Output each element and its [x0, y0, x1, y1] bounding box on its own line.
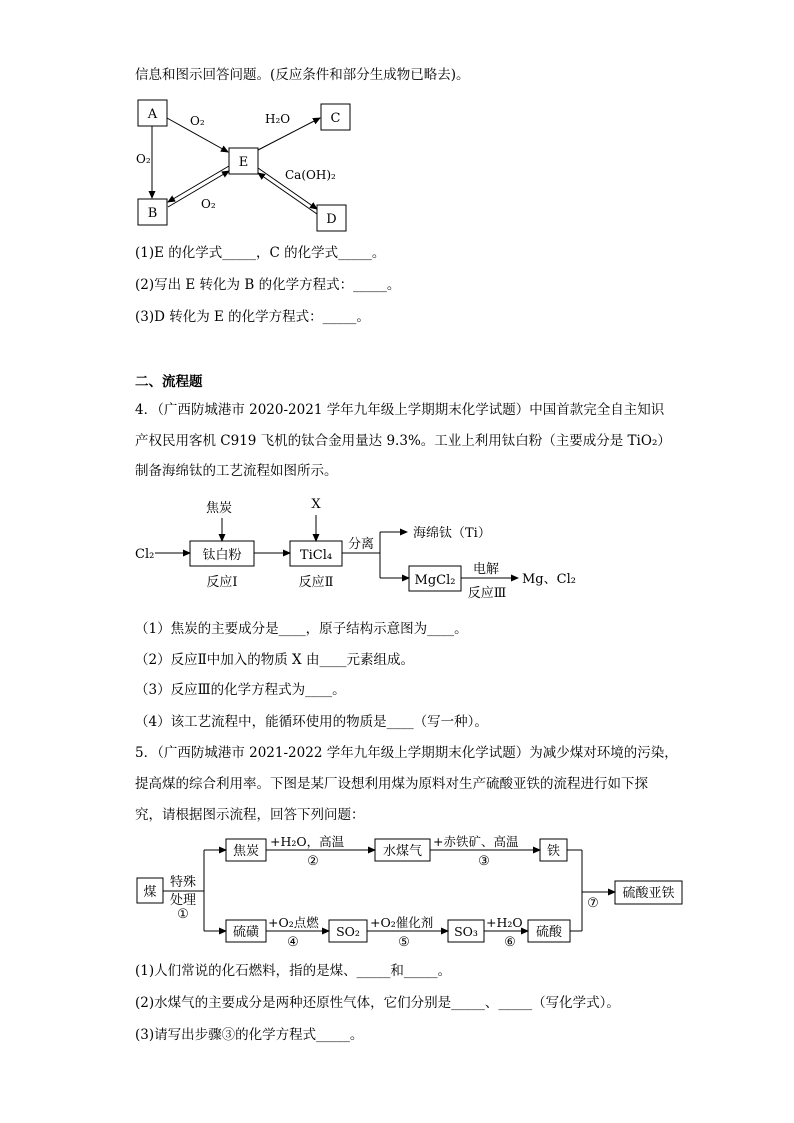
q5-special2: 处理: [169, 893, 197, 908]
q4-separate: 分离: [347, 537, 375, 552]
q4-line-1: 4．（广西防城港市 2020-2021 学年九年级上学期期末化学试题）中国首款完全自主知识: [135, 402, 665, 418]
q4-box2-label: TiCl₄: [299, 548, 333, 563]
q5-cond3: +赤铁矿、高温: [433, 834, 519, 849]
q4-question-3: （3）反应Ⅲ的化学方程式为____。: [135, 682, 346, 698]
q5-flow-diagram: [137, 834, 682, 950]
q3-intro: 信息和图示回答问题。(反应条件和部分生成物已略去)。: [135, 67, 470, 83]
q4-electrolysis: 电解: [472, 562, 500, 577]
label-b-e: O₂: [201, 197, 216, 211]
q5-cond6: +H₂O: [486, 915, 523, 930]
q4-flow-diagram: [135, 497, 576, 601]
q4-r3: 反应Ⅲ: [467, 586, 507, 601]
q5-step6: ⑥: [504, 935, 516, 950]
q4-coke: 焦炭: [205, 501, 233, 516]
q5-question-3: (3)请写出步骤③的化学方程式_____。: [135, 1027, 364, 1043]
q5-question-2: (2)水煤气的主要成分是两种还原性气体，它们分别是_____、_____（写化学式）。: [135, 995, 620, 1011]
label-e-d: Ca(OH)₂: [285, 168, 336, 182]
q5-coke: 焦炭: [232, 844, 260, 859]
node-e: E: [238, 155, 249, 170]
q4-r2: 反应Ⅱ: [298, 575, 334, 590]
q4-r1: 反应Ⅰ: [206, 575, 238, 590]
node-b: B: [147, 206, 158, 221]
q5-cond2: +H₂O，高温: [270, 834, 345, 849]
q5-cond5: +O₂催化剂: [370, 915, 434, 930]
q4-box1-label: 钛白粉: [202, 548, 242, 563]
q5-coal: 煤: [143, 885, 157, 900]
q4-question-4: （4）该工艺流程中，能循环使用的物质是____（写一种）。: [135, 714, 488, 730]
q4-question-1: （1）焦炭的主要成分是____，原子结构示意图为____。: [135, 621, 468, 637]
q4-question-2: （2）反应Ⅱ中加入的物质 X 由____元素组成。: [135, 652, 414, 668]
q3-question-1: (1)E 的化学式_____，C 的化学式_____。: [135, 245, 386, 261]
q4-line-2: 产权民用客机 C919 飞机的钛合金用量达 9.3%。工业上利用钛白粉（主要成分是 TiO₂）: [135, 433, 671, 449]
q5-product: 硫酸亚铁: [622, 886, 675, 901]
q4-product2: Mg、Cl₂: [522, 572, 576, 587]
q4-product1: 海绵钛（Ti）: [413, 526, 491, 541]
node-d: D: [326, 212, 337, 227]
arrow-e-b: [168, 166, 229, 202]
q5-step7: ⑦: [587, 896, 599, 911]
q5-cond4: +O₂点燃: [268, 915, 319, 930]
q5-step4: ④: [287, 935, 299, 950]
q5-watergas: 水煤气: [382, 844, 423, 859]
q5-special1: 特殊: [169, 875, 197, 890]
q4-box3-label: MgCl₂: [414, 573, 456, 588]
q4-line-3: 制备海绵钛的工艺流程如图所示。: [135, 463, 338, 479]
q5-iron: 铁: [546, 844, 561, 859]
label-a-e: O₂: [190, 114, 205, 128]
q5-step5: ⑤: [398, 935, 410, 950]
q5-step3: ③: [478, 854, 490, 869]
q5-line-3: 究，请根据图示流程，回答下列问题：: [135, 807, 365, 823]
q5-step1: ①: [177, 907, 189, 922]
section-title: 二、流程题: [135, 374, 203, 390]
q5-sulfur: 硫磺: [232, 925, 260, 940]
label-e-c: H₂O: [265, 112, 291, 126]
arrow-b-e: [168, 171, 229, 207]
q5-so2: SO₂: [336, 924, 360, 939]
q5-step2: ②: [307, 854, 319, 869]
q3-diagram: [136, 100, 350, 231]
q5-so3: SO₃: [454, 924, 478, 939]
q5-acid: 硫酸: [535, 925, 563, 940]
q3-question-2: (2)写出 E 转化为 B 的化学方程式：_____。: [135, 277, 401, 293]
q5-line-1: 5．（广西防城港市 2021-2022 学年九年级上学期期末化学试题）为减少煤对环境的污染，: [135, 745, 678, 761]
node-c: C: [330, 111, 341, 126]
node-a: A: [147, 107, 158, 122]
q4-x: X: [311, 497, 321, 512]
q5-line-2: 提高煤的综合利用率。下图是某厂设想利用煤为原料对生产硫酸亚铁的流程进行如下探: [135, 776, 648, 792]
q5-question-1: (1)人们常说的化石燃料，指的是煤、_____和_____。: [135, 963, 452, 979]
label-a-b: O₂: [136, 152, 151, 166]
q4-input-cl2: Cl₂: [135, 547, 155, 562]
q3-question-3: (3)D 转化为 E 的化学方程式：_____。: [135, 309, 370, 325]
